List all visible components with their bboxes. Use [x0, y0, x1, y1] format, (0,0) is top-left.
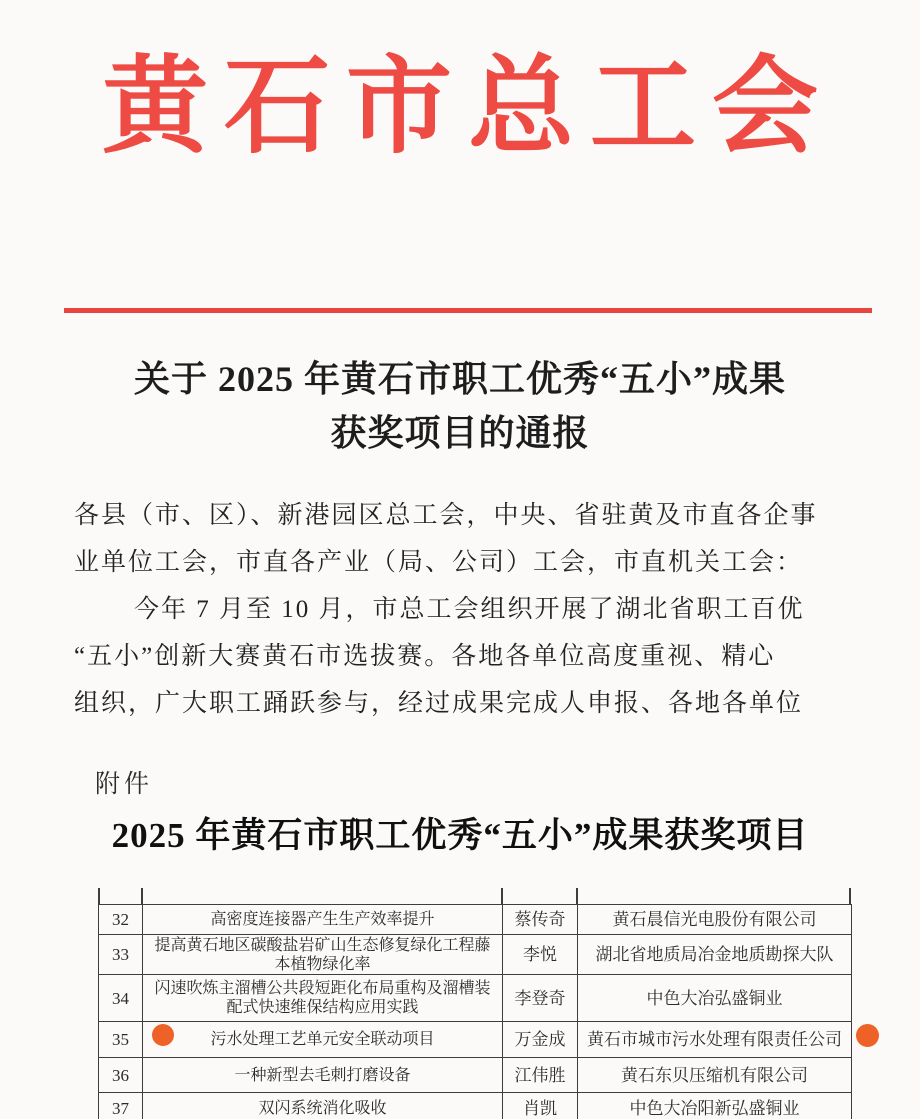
- person-cell: 李登奇: [503, 975, 578, 1022]
- person-cell: 蔡传奇: [503, 905, 578, 935]
- body-line-3: 组织，广大职工踊跃参与，经过成果完成人申报、各地各单位: [74, 690, 804, 717]
- table-row: [99, 1058, 852, 1093]
- row-number-cell: 37: [99, 1093, 143, 1119]
- person-cell: 李悦: [503, 935, 578, 975]
- table-row: [99, 905, 852, 935]
- notice-title: [0, 352, 920, 460]
- row-highlight-dot: [152, 1024, 174, 1046]
- letterhead-org-name: 黄石市总工会: [102, 49, 834, 166]
- letterhead-divider-rule: [64, 308, 872, 313]
- row-number-cell: 36: [99, 1058, 143, 1093]
- row-number-cell: 35: [99, 1022, 143, 1058]
- person-cell: 万金成: [503, 1022, 578, 1058]
- notice-title-line-1: 关于 2025 年黄石市职工优秀“五小”成果: [133, 359, 786, 399]
- table-row: [99, 935, 852, 975]
- awards-table: [98, 904, 852, 1119]
- unit-cell: 黄石晨信光电股份有限公司: [578, 905, 852, 935]
- project-cell: 提高黄石地区碳酸盐岩矿山生态修复绿化工程藤本植物绿化率: [143, 935, 503, 975]
- attachment-label: 附件: [95, 771, 154, 798]
- table-continuation-stub: [849, 888, 851, 905]
- row-number-cell: 32: [99, 905, 143, 935]
- salutation-line-2: 业单位工会，市直各产业（局、公司）工会，市直机关工会：: [74, 549, 804, 576]
- notice-title-line-2: 获奖项目的通报: [330, 413, 590, 453]
- table-continuation-stub: [141, 888, 143, 905]
- project-cell: 双闪系统消化吸收: [143, 1093, 503, 1119]
- project-cell: 污水处理工艺单元安全联动项目: [143, 1022, 503, 1058]
- body-line-1: 今年 7 月至 10 月，市总工会组织开展了湖北省职工百优: [134, 596, 805, 623]
- table-continuation-stub: [98, 888, 100, 905]
- table-continuation-stub: [501, 888, 503, 905]
- table-continuation-stub: [576, 888, 578, 905]
- project-cell: 闪速吹炼主溜槽公共段短距化布局重构及溜槽装配式快速维保结构应用实践: [143, 975, 503, 1022]
- unit-cell: 湖北省地质局冶金地质勘探大队: [578, 935, 852, 975]
- table-row: [99, 975, 852, 1022]
- notice-body: [74, 492, 868, 727]
- table-row-marked: [99, 1022, 852, 1058]
- unit-cell: 黄石东贝压缩机有限公司: [578, 1058, 852, 1093]
- unit-cell: 中色大冶弘盛铜业: [578, 975, 852, 1022]
- person-cell: 肖凯: [503, 1093, 578, 1119]
- row-number-cell: 33: [99, 935, 143, 975]
- salutation-line-1: 各县（市、区）、新港园区总工会，中央、省驻黄及市直各企事: [74, 502, 818, 529]
- attachment-table-title: 2025 年黄石市职工优秀“五小”成果获奖项目: [111, 816, 809, 855]
- project-cell: 高密度连接器产生生产效率提升: [143, 905, 503, 935]
- body-line-2: “五小”创新大赛黄石市选拔赛。各地各单位高度重视、精心: [74, 643, 776, 670]
- row-number-cell: 34: [99, 975, 143, 1022]
- project-cell: 一种新型去毛刺打磨设备: [143, 1058, 503, 1093]
- margin-highlight-dot: [856, 1024, 879, 1047]
- person-cell: 江伟胜: [503, 1058, 578, 1093]
- unit-cell: 中色大冶阳新弘盛铜业: [578, 1093, 852, 1119]
- table-row: [99, 1093, 852, 1119]
- unit-cell: 黄石市城市污水处理有限责任公司: [578, 1022, 852, 1058]
